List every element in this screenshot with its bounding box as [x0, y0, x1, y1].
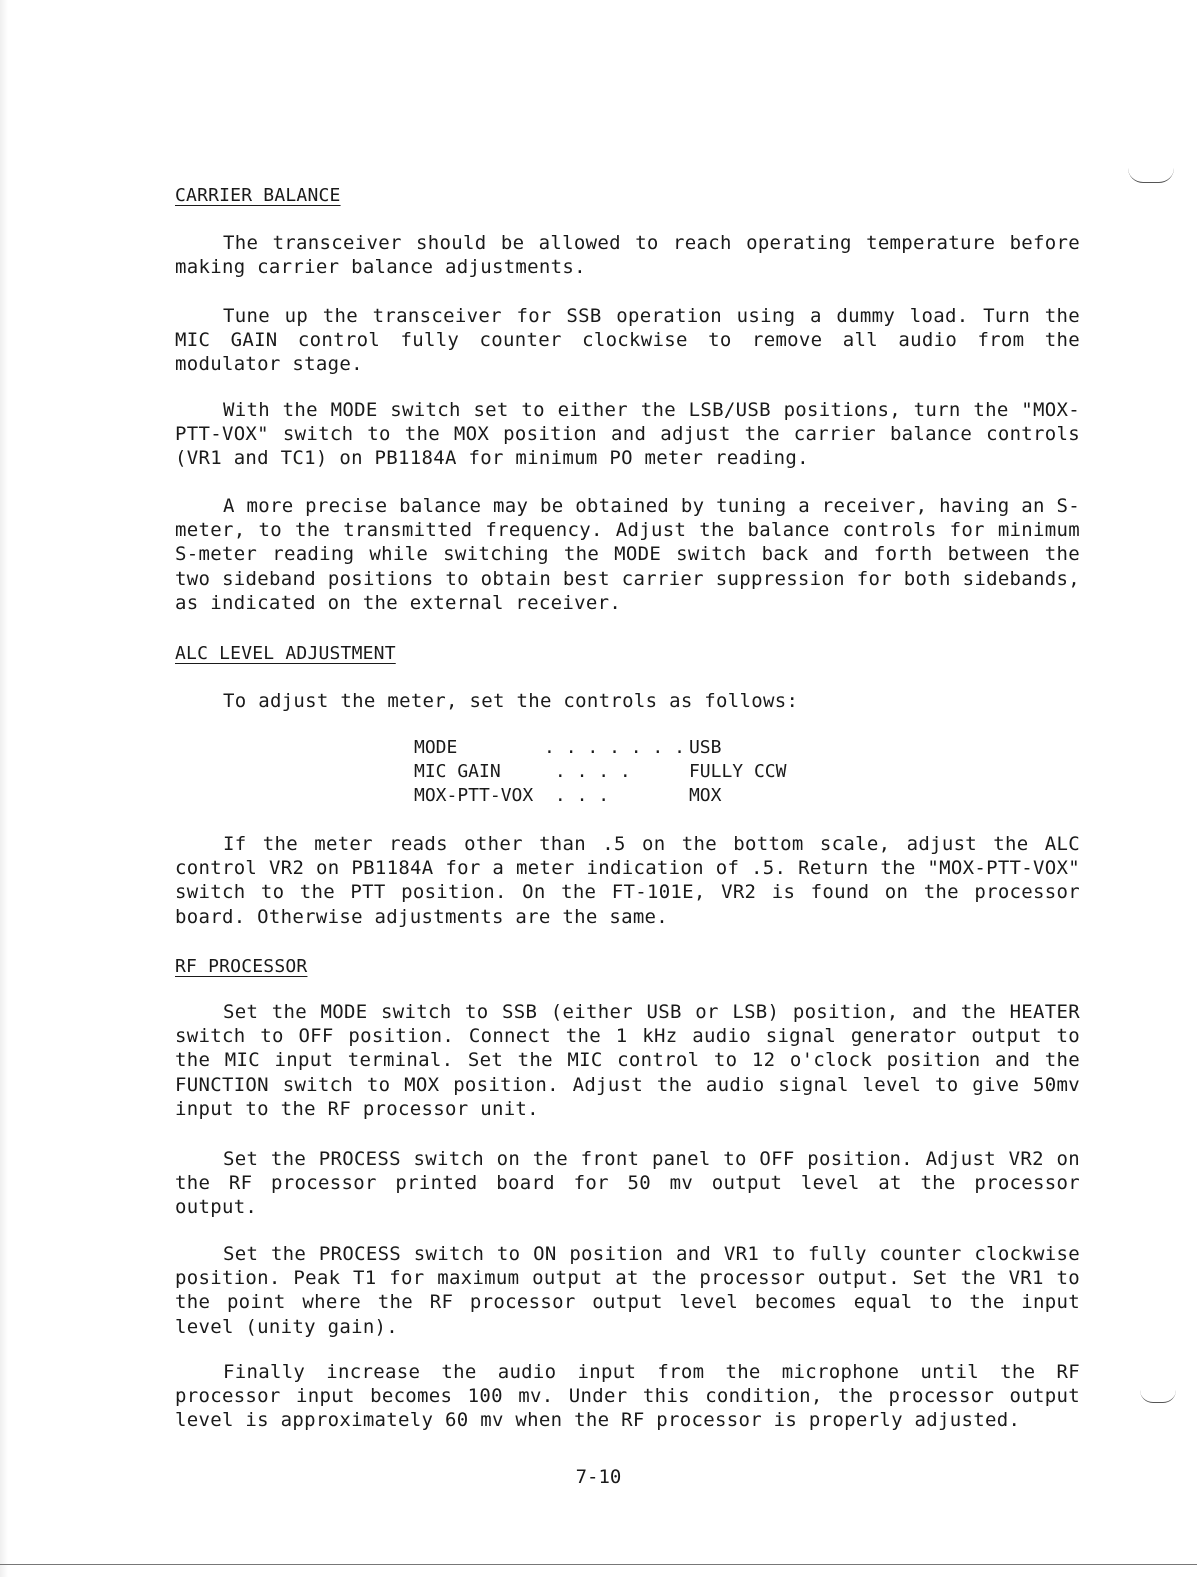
paragraph-rf-3: Set the PROCESS switch to ON position and VR1 to fully counter clockwise position. Peak T1 for maximum output at the processor output. Set the VR1 to the point where the RF processor output level becomes equal to the input level (unity gain). — [175, 1243, 1080, 1338]
paragraph-carrier-4: A more precise balance may be obtained by tuning a receiver, having an S-meter, to the transmitted frequency. Adjust the balance controls for minimum S-meter reading while switching the MODE switch back and forth between the two sideband positions to obtain best carrier suppression for both sidebands, as indicated on the external receiver. — [175, 495, 1080, 614]
alc-settings-table — [414, 736, 786, 808]
scan-mark — [1128, 168, 1174, 183]
setting-row — [414, 736, 786, 760]
setting-row — [414, 760, 786, 784]
heading-carrier-balance: CARRIER BALANCE — [175, 185, 341, 206]
paragraph-alc-body: If the meter reads other than .5 on the bottom scale, adjust the ALC control VR2 on PB1184A for a meter indication of .5. Return the "MOX-PTT-VOX" switch to the PTT position. On the FT-101E, VR2 is found on the processor board. Otherwise adjustments are the same. — [175, 833, 1080, 928]
setting-leader-dots: . . . — [533, 785, 610, 806]
setting-control: MOX-PTT-VOX — [414, 785, 534, 806]
setting-value: MOX — [688, 785, 722, 806]
paragraph-rf-1: Set the MODE switch to SSB (either USB or LSB) position, and the HEATER switch to OFF position. Connect the 1 kHz audio signal generator output to the MIC input terminal. Set the MIC control to 12 o'clock position and the FUNCTION switch to MOX position. Adjust the audio signal level to give 50mv input to the RF processor unit. — [175, 1001, 1080, 1120]
setting-leader-dots: . . . . — [533, 761, 631, 782]
setting-row — [414, 784, 786, 808]
paragraph-rf-2: Set the PROCESS switch on the front panel to OFF position. Adjust VR2 on the RF processor printed board for 50 mv output level at the processor output. — [175, 1148, 1080, 1219]
paragraph-rf-4: Finally increase the audio input from the microphone until the RF processor input becomes 100 mv. Under this condition, the processor output level is approximately 60 mv when the RF processor is properly adjusted. — [175, 1361, 1080, 1432]
setting-value: USB — [688, 737, 722, 758]
paragraph-carrier-1: The transceiver should be allowed to reach operating temperature before making carrier balance adjustments. — [175, 232, 1080, 279]
setting-control: MIC GAIN — [414, 761, 501, 782]
paragraph-carrier-3: With the MODE switch set to either the LSB/USB positions, turn the "MOX-PTT-VOX" switch to the MOX position and adjust the carrier balance controls (VR1 and TC1) on PB1184A for minimum PO meter reading. — [175, 399, 1080, 470]
paragraph-alc-intro: To adjust the meter, set the controls as follows: — [223, 690, 799, 712]
setting-value: FULLY CCW — [688, 761, 787, 782]
setting-control: MODE — [414, 737, 458, 758]
heading-alc-level: ALC LEVEL ADJUSTMENT — [175, 643, 396, 664]
page-number: 7-10 — [575, 1466, 622, 1488]
page-bottom-rule — [0, 1564, 1197, 1565]
scan-mark — [1140, 1390, 1176, 1403]
paragraph-carrier-2: Tune up the transceiver for SSB operation using a dummy load. Turn the MIC GAIN control fully counter clockwise to remove all audio from the modulator stage. — [175, 305, 1080, 376]
heading-rf-processor: RF PROCESSOR — [175, 956, 308, 977]
binding-edge — [0, 0, 8, 1577]
setting-leader-dots: . . . . . . . — [533, 737, 685, 758]
